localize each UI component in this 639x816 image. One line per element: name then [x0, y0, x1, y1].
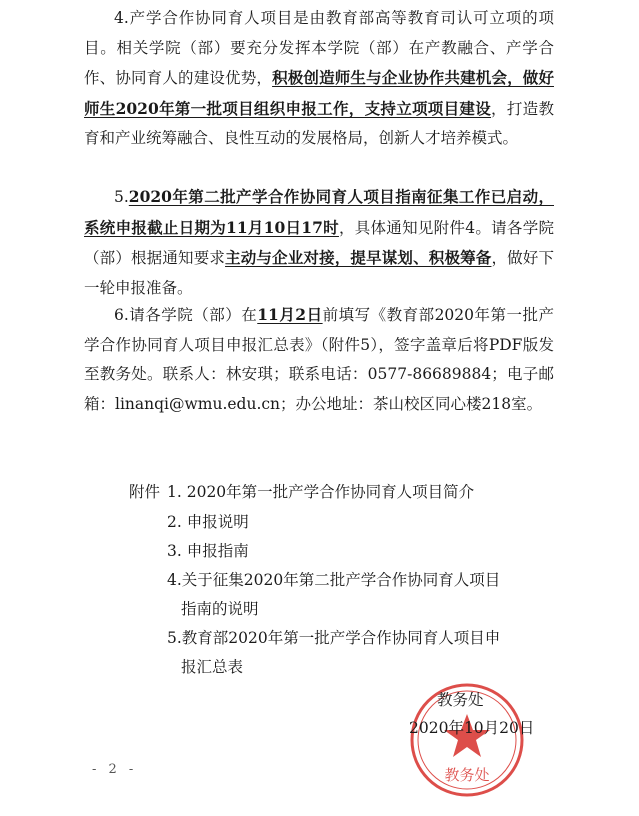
signature-date: 2020年10月20日 [409, 719, 535, 737]
attachment-item-4: 4.关于征集2020年第二批产学合作协同育人项目 [167, 571, 501, 589]
p5-text-c: ，具体通知见附件4。请各学院（部）根据通知要求 [84, 218, 554, 267]
p6-text-a: 6.请各学院（部）在 [114, 306, 258, 324]
paragraph-6 [84, 300, 554, 419]
stamp-center-text: 教务处 [444, 766, 490, 784]
attachments-label: 附件 [129, 483, 161, 501]
p4-text-c: ，打造教育和产业统筹融合、良性互动的发展格局，创新人才培养模式。 [84, 99, 554, 147]
p4-emphasis: 积极创造师生与企业协作共建机会，做好师生2020年第一批项目组织申报工作，支持立项项目建设 [84, 68, 554, 118]
attachment-item-5-cont: 报汇总表 [181, 658, 244, 676]
p5-emphasis-2: 主动与企业对接，提早谋划、积极筹备 [225, 248, 492, 267]
signature-office: 教务处 [437, 691, 484, 709]
p6-text-c: 前填写《教育部2020年第一批产学合作协同育人项目申报汇总表》（附件5），签字盖章后将PDF版发至教务处。联系人：林安琪；联系电话：0577-86689884；电子邮箱：linanqi@wmu.edu.cn；办公地址：茶山校区同心楼218室。 [84, 306, 554, 413]
p6-deadline: 11月2日 [257, 305, 323, 324]
attachment-item-5: 5.教育部2020年第一批产学合作协同育人项目申 [167, 629, 501, 647]
p5-text-a: 5. [114, 188, 129, 206]
p4-text-a: 4.产学合作协同育人项目是由教育部高等教育司认可立项的项目。相关学院（部）要充分发挥本学院（部）在产教融合、产学合作、协同育人的建设优势， [84, 9, 554, 87]
paragraph-5 [84, 182, 554, 303]
paragraph-4 [84, 4, 554, 154]
p5-text-e: ，做好下一轮申报准备。 [84, 249, 554, 297]
attachment-item-4-cont: 指南的说明 [181, 600, 259, 618]
p5-emphasis-1: 2020年第二批产学合作协同育人项目指南征集工作已启动，系统申报截止日期为11月10日17时 [84, 187, 554, 237]
attachment-item-2: 2. 申报说明 [167, 513, 249, 531]
attachment-item-3: 3. 申报指南 [167, 542, 249, 560]
attachment-item-1: 1. 2020年第一批产学合作协同育人项目简介 [167, 483, 475, 501]
page-number: - 2 - [92, 762, 138, 777]
